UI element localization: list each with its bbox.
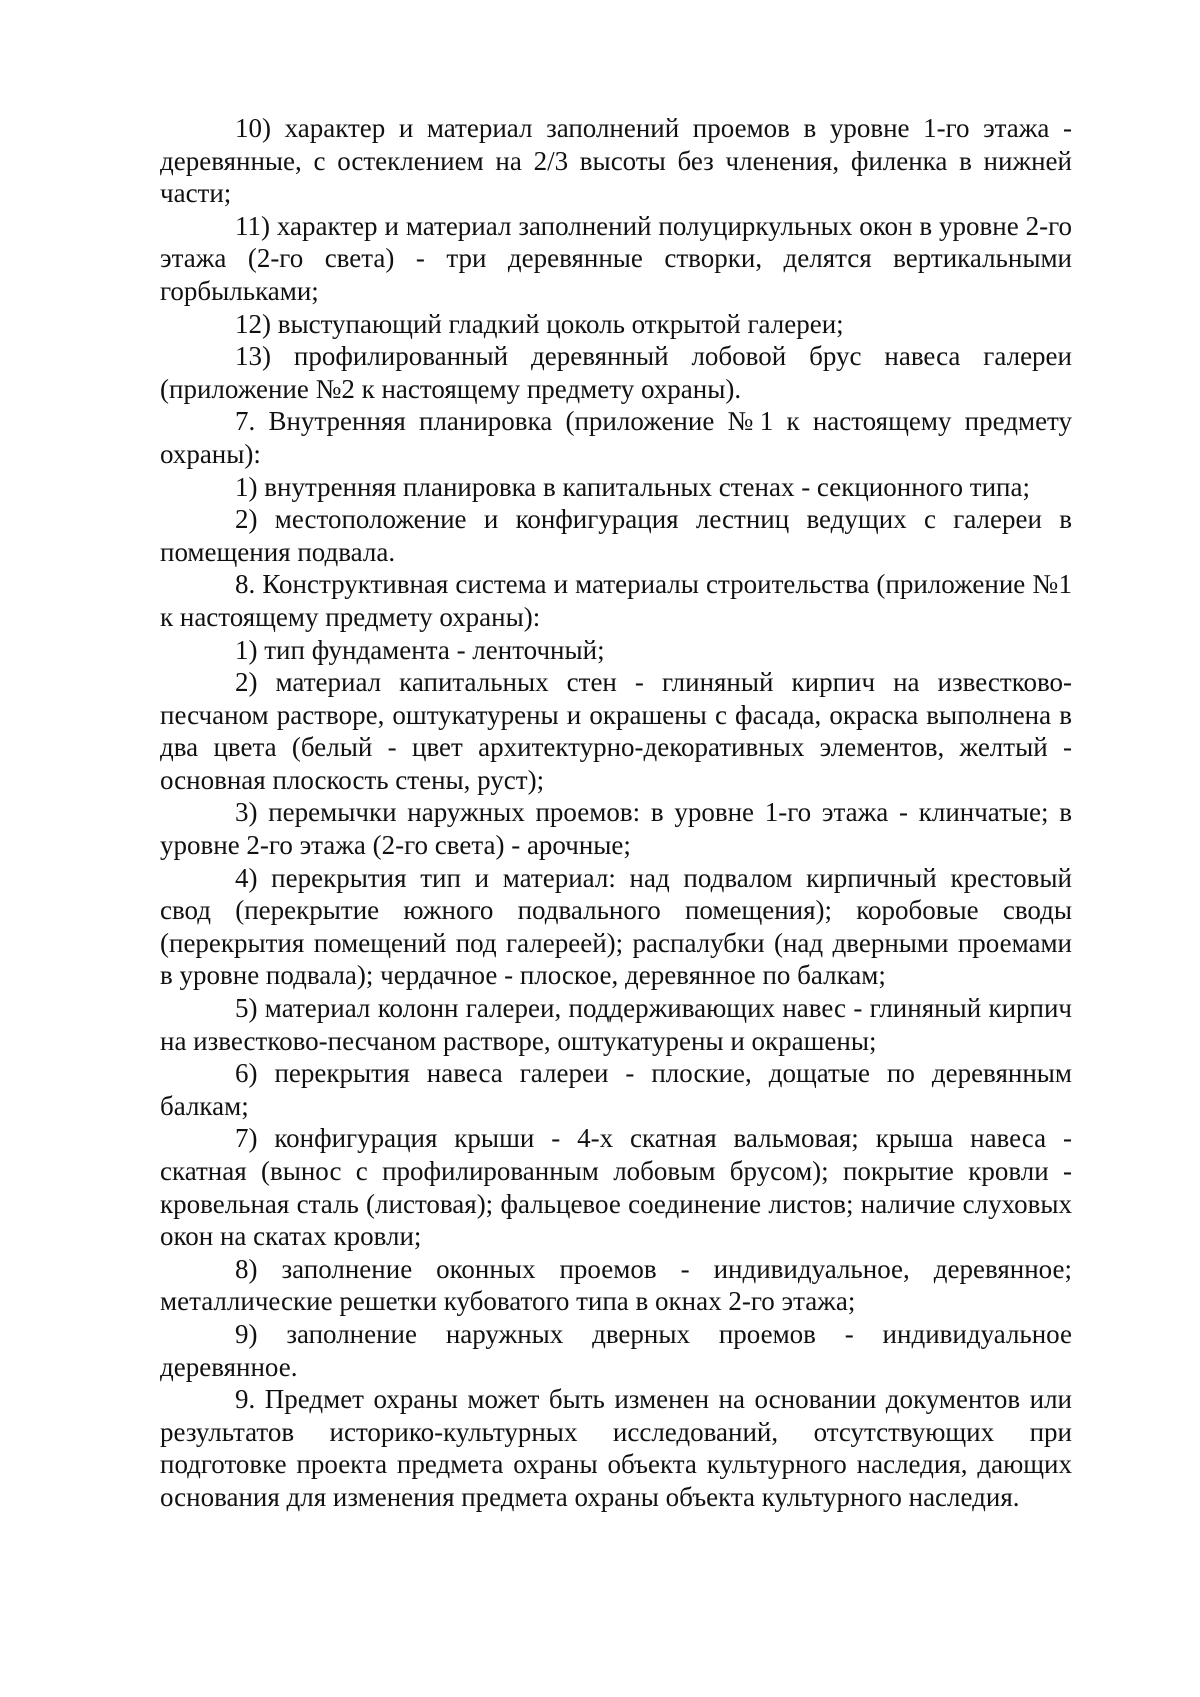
section-8-item-5: 5) материал колонн галереи, поддерживающих навес - глиняный кирпич на известково-песчаном растворе, оштукатурены и окрашены; <box>160 993 1072 1056</box>
paragraph-item-13: 13) профилированный деревянный лобовой брус навеса галереи (приложение №2 к настоящему предмету охраны). <box>160 341 1072 404</box>
section-7-item-1: 1) внутренняя планировка в капитальных стенах - секционного типа; <box>235 471 1030 502</box>
paragraph-item-11: 11) характер и материал заполнений полуциркульных окон в уровне 2-го этажа (2-го света) - три деревянные створки, делятся вертикальными горбыльками; <box>160 210 1072 306</box>
paragraph-item-10: 10) характер и материал заполнений проемов в уровне 1-го этажа - деревянные, с остеклением на 2/3 высоты без членения, филенка в нижней части; <box>160 113 1072 209</box>
section-8-item-4: 4) перекрытия тип и материал: над подвалом кирпичный крестовый свод (перекрытие южного подвального помещения); коробовые своды (перекрытия помещений под галереей); распалубки (над дверными проемами в уровне подвала); чердачное - плоское, деревянное по балкам; <box>160 862 1072 991</box>
section-8-heading: 8. Конструктивная система и материалы строительства (приложение №1 к настоящему предмету охраны): <box>160 569 1072 632</box>
section-8-item-7: 7) конфигурация крыши - 4-х скатная вальмовая; крыша навеса - скатная (вынос с профилированным лобовым брусом); покрытие кровли - кровельная сталь (листовая); фальцевое соединение листов; наличие слуховых окон на скатах кровли; <box>160 1123 1072 1252</box>
document-page <box>160 112 1072 1514</box>
section-8-item-6: 6) перекрытия навеса галереи - плоские, дощатые по деревянным балкам; <box>160 1058 1072 1121</box>
paragraph-item-12: 12) выступающий гладкий цоколь открытой галереи; <box>235 308 844 339</box>
section-8-item-8: 8) заполнение оконных проемов - индивидуальное, деревянное; металлические решетки кубоватого типа в окнах 2-го этажа; <box>160 1253 1072 1317</box>
section-8-item-3: 3) перемычки наружных проемов: в уровне 1-го этажа - клинчатые; в уровне 2-го этажа (2-го света) - арочные; <box>160 797 1072 861</box>
section-8-item-9: 9) заполнение наружных дверных проемов - индивидуальное деревянное. <box>160 1318 1072 1382</box>
section-8-item-1: 1) тип фундамента - ленточный; <box>235 634 605 665</box>
section-7-heading: 7. Внутренняя планировка (приложение №1 к настоящему предмету охраны): <box>160 406 1072 469</box>
section-9-paragraph: 9. Предмет охраны может быть изменен на основании документов или результатов историко-культурных исследований, отсутствующих при подготовке проекта предмета охраны объекта культурного наследия, дающих основания для изменения предмета охраны объекта культурного наследия. <box>160 1384 1072 1512</box>
section-7-item-2: 2) местоположение и конфигурация лестниц ведущих с галереи в помещения подвала. <box>160 504 1072 567</box>
section-8-item-2: 2) материал капитальных стен - глиняный кирпич на известково-песчаном растворе, оштукатурены и окрашены с фасада, окраска выполнена в два цвета (белый - цвет архитектурно-декоративных элементов, желтый - основная плоскость стены, руст); <box>160 667 1072 795</box>
